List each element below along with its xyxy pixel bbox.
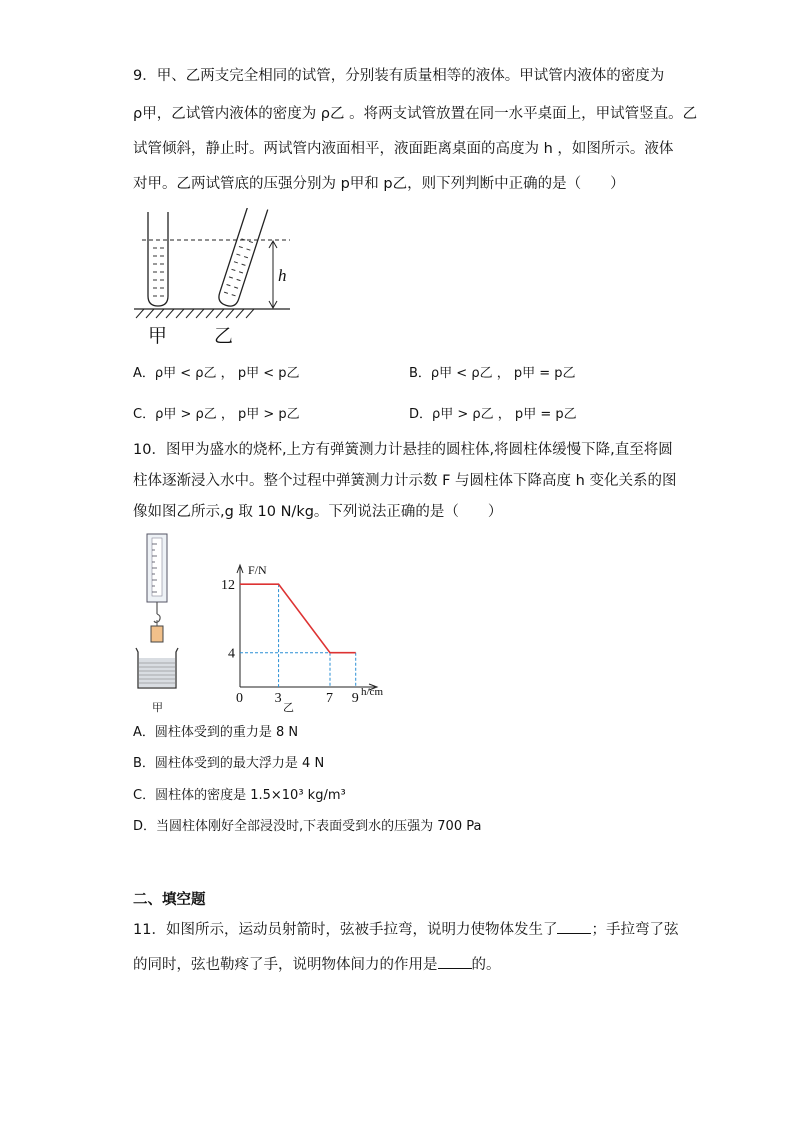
y-tick-12: 12 <box>221 578 235 594</box>
height-label: h <box>278 266 287 285</box>
q11-line-2 <box>133 954 501 975</box>
force-line <box>240 584 356 653</box>
x-tick-0: 0 <box>236 691 243 706</box>
q9-option-b[interactable]: B．ρ甲 < ρ乙 ， p甲 = p乙 <box>409 366 576 381</box>
q9-line-4: 对甲。乙两试管底的压强分别为 p甲和 p乙，则下列判断中正确的是（ ） <box>133 176 625 192</box>
y-tick-4: 4 <box>228 646 235 662</box>
tube-yi <box>217 208 268 308</box>
q9-option-a[interactable]: A．ρ甲 < ρ乙 ， p甲 < p乙 <box>133 366 300 381</box>
height-arrow <box>269 241 277 308</box>
q11-text-1b: ；手拉弯了弦 <box>591 922 679 938</box>
q10-line-1: 10．图甲为盛水的烧杯,上方有弹簧测力计悬挂的圆柱体,将圆柱体缓慢下降,直至将圆 <box>133 442 673 458</box>
q10-line-2: 柱体逐渐浸入水中。整个过程中弹簧测力计示数 F 与圆柱体下降高度 h 变化关系的图 <box>133 473 677 489</box>
q9-option-c[interactable]: C．ρ甲 > ρ乙 ， p甲 > p乙 <box>133 407 300 422</box>
q10-option-d[interactable]: D．当圆柱体刚好全部浸没时,下表面受到水的压强为 700 Pa <box>133 819 482 834</box>
cylinder-block <box>151 626 163 642</box>
q9-option-d[interactable]: D．ρ甲 > ρ乙 ， p甲 = p乙 <box>409 407 577 422</box>
label-yi-2: 乙 <box>283 701 294 714</box>
label-jia-2: 甲 <box>152 701 163 714</box>
q11-text-2a: 的同时，弦也勒疼了手，说明物体间力的作用是 <box>133 957 438 973</box>
q10-option-b[interactable]: B．圆柱体受到的最大浮力是 4 N <box>133 756 325 771</box>
tube-jia <box>148 212 168 306</box>
x-tick-7: 7 <box>326 691 333 706</box>
section-title: 二、填空题 <box>133 892 206 908</box>
x-tick-3: 3 <box>274 691 282 706</box>
q11-text-2b: 的。 <box>471 957 501 973</box>
q9-line-2: ρ甲，乙试管内液体的密度为 ρ乙 。将两支试管放置在同一水平桌面上，甲试管竖直。乙 <box>133 106 698 122</box>
q10-option-c[interactable]: C．圆柱体的密度是 1.5×10³ kg/m³ <box>133 788 346 803</box>
q9-line-1: 9．甲、乙两支完全相同的试管，分别装有质量相等的液体。甲试管内液体的密度为 <box>133 68 665 84</box>
q11-line-1 <box>133 919 678 940</box>
q9-test-tube-figure <box>128 208 298 348</box>
y-axis-label: F/N <box>248 563 267 577</box>
x-axis-label: h/cm <box>361 686 383 698</box>
q9-line-3: 试管倾斜，静止时。两试管内液面相平，液面距离桌面的高度为 h ，如图所示。液体 <box>133 141 674 157</box>
x-tick-9: 9 <box>351 691 359 706</box>
q11-blank-2[interactable] <box>438 954 472 969</box>
label-jia: 甲 <box>148 325 168 347</box>
q10-spring-scale-figure <box>130 530 190 715</box>
q10-line-3: 像如图乙所示,g 取 10 N/kg。下列说法正确的是（ ） <box>133 504 503 520</box>
label-yi: 乙 <box>214 325 234 347</box>
q11-text-1a: 11．如图所示，运动员射箭时，弦被手拉弯，说明力使物体发生了 <box>133 922 558 938</box>
q10-force-height-chart <box>215 555 395 717</box>
q10-option-a[interactable]: A．圆柱体受到的重力是 8 N <box>133 725 299 740</box>
q11-blank-1[interactable] <box>557 919 591 934</box>
